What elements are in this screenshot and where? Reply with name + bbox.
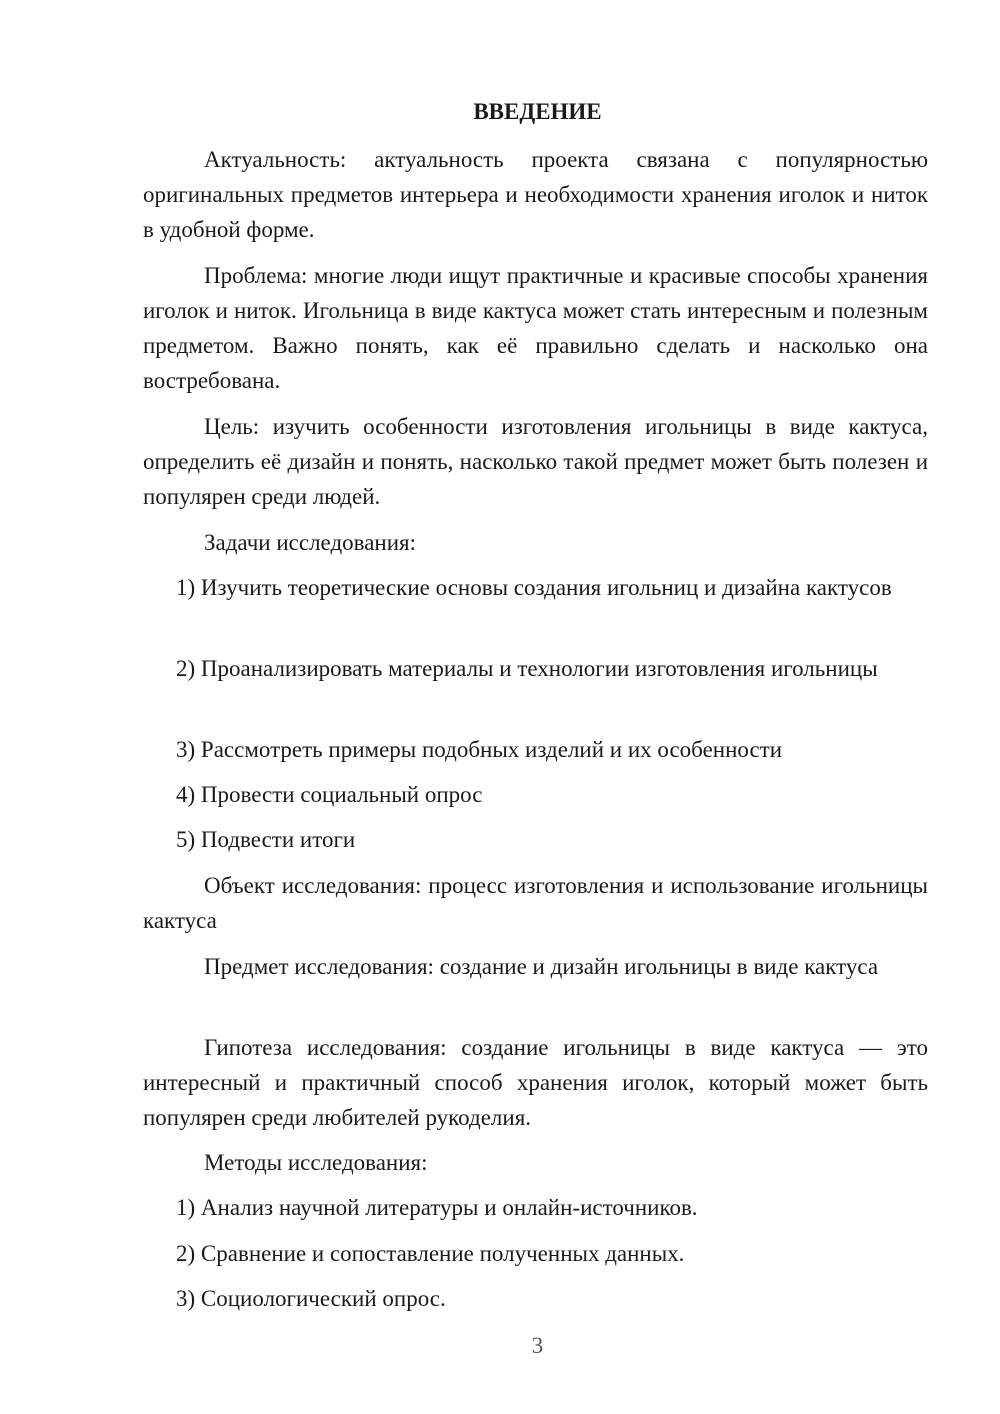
paragraph-goal: Цель: изучить особенности изготовления игольницы в виде кактуса, определить её дизайн и понять, насколько такой предмет может быть полезен и популярен среди людей. xyxy=(143,414,928,509)
task-item-3: 3) Рассмотреть примеры подобных изделий и их особенности xyxy=(176,737,783,762)
methods-heading: Методы исследования: xyxy=(204,1150,428,1175)
paragraph-hypothesis: Гипотеза исследования: создание игольницы в виде кактуса — это интересный и практичный способ хранения иголок, который может быть популярен среди любителей рукоделия. xyxy=(143,1035,928,1130)
tasks-heading: Задачи исследования: xyxy=(204,530,417,555)
section-title: ВВЕДЕНИЕ xyxy=(473,99,602,124)
paragraph-relevance: Актуальность: актуальность проекта связана с популярностью оригинальных предметов интерьера и необходимости хранения иголок и ниток в удобной форме. xyxy=(143,147,928,242)
page-number: 3 xyxy=(531,1333,544,1358)
paragraph-subject: Предмет исследования: создание и дизайн игольницы в виде кактуса xyxy=(204,954,879,979)
paragraph-object: Объект исследования: процесс изготовления и использование игольницы кактуса xyxy=(143,873,928,933)
method-item-2: 2) Сравнение и сопоставление полученных данных. xyxy=(176,1241,685,1266)
task-item-2: 2) Проанализировать материалы и технологии изготовления игольницы xyxy=(176,656,878,681)
method-item-3: 3) Социологический опрос. xyxy=(176,1286,446,1311)
task-item-5: 5) Подвести итоги xyxy=(176,827,356,852)
method-item-1: 1) Анализ научной литературы и онлайн-источников. xyxy=(176,1195,698,1220)
task-item-4: 4) Провести социальный опрос xyxy=(176,782,483,807)
paragraph-problem: Проблема: многие люди ищут практичные и красивые способы хранения иголок и ниток. Игольница в виде кактуса может стать интересным и полезным предметом. Важно понять, как её правильно сделать и насколько она востребована. xyxy=(143,263,928,393)
task-item-1: 1) Изучить теоретические основы создания игольниц и дизайна кактусов xyxy=(176,575,892,600)
